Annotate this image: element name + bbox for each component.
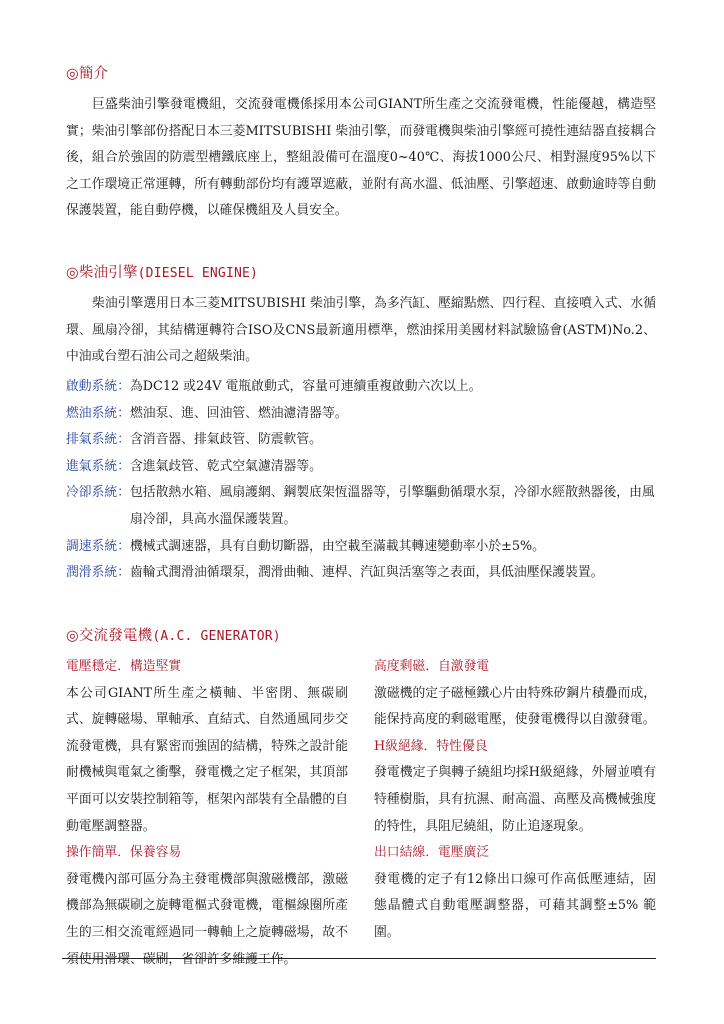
feature-title: 操作簡單．保養容易 — [66, 845, 182, 861]
system-label: 冷卻系統： — [66, 485, 130, 501]
system-text: 包括散熱水箱、風扇護網、鋼製底架恆溫器等，引擎驅動循環水泵，冷卻水經散熱器後，由風扇冷卻，具高水溫保護裝置。 — [129, 485, 655, 527]
generator-heading — [66, 624, 281, 645]
engine-heading-en: (DIESEL ENGINE) — [137, 266, 259, 281]
system-label: 調速系統： — [66, 538, 130, 554]
system-label: 排氣系統： — [66, 432, 130, 448]
system-row-start — [66, 374, 666, 401]
system-label: 燃油系統： — [66, 405, 130, 421]
generator-heading-en: (A.C. GENERATOR) — [152, 629, 281, 644]
engine-heading — [66, 261, 258, 282]
feature-title: 出口結線．電壓廣泛 — [374, 845, 490, 861]
system-text: 含消音器、排氣歧管、防震軟管。 — [129, 432, 322, 448]
system-text: 機械式調速器，具有自動切斷器，由空載至滿載其轉速變動率小於±5%。 — [129, 538, 545, 554]
feature-title: 高度剩磁．自激發電 — [374, 659, 490, 674]
feature-body: 激磁機的定子磁極鐵心片由特殊矽鋼片積疊而成，能保持高度的剩磁電壓，使發電機得以自激發電。 — [374, 685, 656, 728]
feature-body: 發電機的定子有12條出口線可作高低壓連結，固態晶體式自動電壓調整器，可藉其調整±5% 範圍。 — [374, 871, 656, 940]
generator-heading-zh: ◎交流發電機 — [66, 628, 153, 644]
system-text: 燃油泵、進、回油管、燃油濾清器等。 — [129, 405, 348, 421]
feature-body: 本公司GIANT所生產之橫軸、半密閉、無碳刷式、旋轉磁場、單軸承、直結式、自然通風同步交流發電機，具有緊密而強固的結構，特殊之設計能耐機械與電氣之衝擊，發電機之定子框架，其頂部平面可以安裝控制箱等，框架內部裝有全晶體的自動電壓調整器。 — [66, 685, 348, 834]
system-row-intake — [66, 454, 666, 481]
engine-system-list — [66, 374, 666, 587]
feature-title: H級絕緣．特性優良 — [374, 738, 488, 754]
intro-paragraph: 巨盛柴油引擎發電機組，交流發電機係採用本公司GIANT所生產之交流發電機，性能優越，構造堅實；柴油引擎部份搭配日本三菱MITSUBISHI 柴油引擎，而發電機與柴油引擎經可撓性連結器直接耦合後，組合於強固的防震型槽鐵底座上，整組設備可在溫度0~40℃、海拔1000公尺、相對濕度95%以下之工作環境正常運轉，所有轉動部份均有護罩遮蔽，並附有高水溫、低油壓、引擎超速、啟動逾時等自動保護裝置，能自動停機，以確保機組及人員安全。 — [66, 97, 656, 219]
generator-right-column — [374, 654, 656, 947]
system-row-lubrication — [66, 560, 666, 587]
feature-title: 電壓穩定．構造堅實 — [66, 659, 182, 674]
system-row-exhaust — [66, 427, 666, 454]
engine-heading-zh: ◎柴油引擎 — [66, 265, 138, 281]
footer-divider — [62, 958, 656, 959]
system-label: 潤滑系統： — [66, 565, 130, 581]
system-row-fuel — [66, 401, 666, 428]
system-text: 為DC12 或24V 電瓶啟動式，容量可連續重複啟動六次以上。 — [129, 379, 482, 394]
feature-body: 發電機內部可區分為主發電機部與激磁機部，激磁機部為無碳刷之旋轉電樞式發電機，電樞線圈所產生的三相交流電經過同一轉軸上之旋轉磁場，故不須使用滑環、碳刷，省卻許多維護工作。 — [66, 871, 348, 967]
system-text: 齒輪式潤滑油循環泵，潤滑曲軸、連桿、汽缸與活塞等之表面，具低油壓保護裝置。 — [129, 565, 604, 581]
system-row-cooling — [66, 480, 666, 533]
system-text: 含進氣歧管、乾式空氣濾清器等。 — [129, 458, 322, 474]
intro-heading: ◎簡介 — [66, 66, 109, 82]
system-row-governor — [66, 534, 666, 561]
system-label: 啟動系統： — [66, 379, 130, 394]
engine-paragraph: 柴油引擎選用日本三菱MITSUBISHI 柴油引擎，為多汽缸、壓縮點燃、四行程、直接噴入式、水循環、風扇冷卻，其結構運轉符合ISO及CNS最新適用標準，燃油採用美國材料試驗協會(ASTM)No.2、中油或台塑石油公司之超級柴油。 — [66, 296, 656, 365]
system-label: 進氣系統： — [66, 458, 130, 474]
generator-left-column — [66, 654, 348, 973]
feature-body: 發電機定子與轉子繞組均採H級絕緣，外層並噴有特種樹脂，具有抗濕、耐高溫、高壓及高機械強度的特性，具阻尼繞組，防止追逐現象。 — [374, 765, 656, 834]
